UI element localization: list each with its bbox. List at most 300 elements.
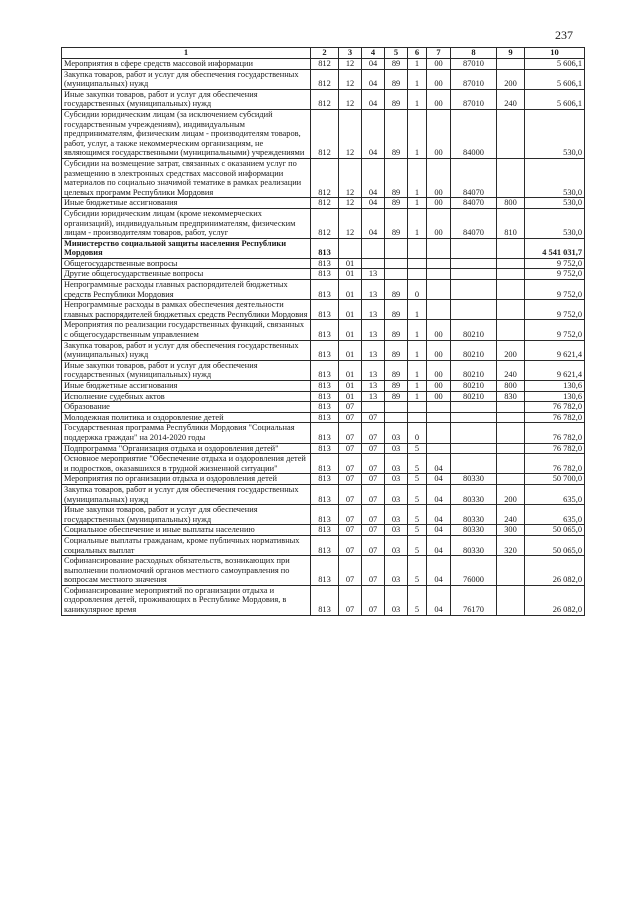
table-row (62, 484, 585, 504)
subsection-code-cell (362, 258, 385, 269)
direction-code-cell: 80210 (451, 360, 497, 380)
expense-type-cell (497, 556, 525, 586)
subsection-code-cell: 04 (362, 198, 385, 209)
ministry-code-cell: 813 (311, 585, 339, 615)
section-code-cell: 07 (339, 454, 362, 474)
section-code-cell: 12 (339, 69, 362, 89)
subprogram-code-cell: 1 (408, 391, 427, 402)
expense-type-cell (497, 443, 525, 454)
expense-name-cell: Софинансирование мероприятий по организации отдыха и оздоровления детей, проживающих в Республике Мордовия, в каникулярное время (62, 585, 311, 615)
amount-cell: 9 752,0 (525, 320, 585, 340)
subsection-code-cell: 07 (362, 505, 385, 525)
table-row (62, 402, 585, 413)
column-header: 10 (525, 48, 585, 59)
section-code-cell (339, 238, 362, 258)
program-code-cell: 89 (385, 59, 408, 70)
amount-cell: 76 782,0 (525, 412, 585, 423)
subsection-code-cell: 13 (362, 340, 385, 360)
subprogram-code-cell: 1 (408, 381, 427, 392)
expense-name-cell: Государственная программа Республики Мордовия "Социальная поддержка граждан" на 2014-2020 годы (62, 423, 311, 443)
event-code-cell: 04 (427, 505, 451, 525)
expense-name-cell: Непрограммные расходы в рамках обеспечения деятельности главных распорядителей бюджетных средств Республики Мордовия (62, 300, 311, 320)
section-code-cell: 07 (339, 556, 362, 586)
program-code-cell (385, 238, 408, 258)
program-code-cell: 89 (385, 69, 408, 89)
subsection-code-cell: 04 (362, 109, 385, 158)
direction-code-cell: 80210 (451, 320, 497, 340)
ministry-code-cell: 813 (311, 402, 339, 413)
table-row (62, 109, 585, 158)
table-row (62, 89, 585, 109)
section-code-cell: 12 (339, 208, 362, 238)
event-code-cell (427, 280, 451, 300)
expense-type-cell: 810 (497, 208, 525, 238)
subsection-code-cell: 13 (362, 360, 385, 380)
subprogram-code-cell: 1 (408, 59, 427, 70)
table-row (62, 381, 585, 392)
program-code-cell: 89 (385, 300, 408, 320)
table-row (62, 443, 585, 454)
event-code-cell (427, 443, 451, 454)
subprogram-code-cell: 1 (408, 89, 427, 109)
event-code-cell: 00 (427, 89, 451, 109)
amount-cell: 530,0 (525, 158, 585, 197)
event-code-cell: 00 (427, 381, 451, 392)
direction-code-cell: 84070 (451, 158, 497, 197)
subsection-code-cell: 07 (362, 525, 385, 536)
subsection-code-cell: 07 (362, 454, 385, 474)
event-code-cell: 00 (427, 158, 451, 197)
amount-cell: 9 752,0 (525, 258, 585, 269)
direction-code-cell (451, 269, 497, 280)
expense-name-cell: Подпрограмма "Организация отдыха и оздоровления детей" (62, 443, 311, 454)
section-code-cell: 07 (339, 484, 362, 504)
budget-table (61, 47, 585, 616)
subprogram-code-cell: 1 (408, 360, 427, 380)
amount-cell: 76 782,0 (525, 402, 585, 413)
program-code-cell (385, 269, 408, 280)
expense-type-cell (497, 320, 525, 340)
direction-code-cell (451, 280, 497, 300)
amount-cell: 635,0 (525, 505, 585, 525)
amount-cell: 9 621,4 (525, 340, 585, 360)
subprogram-code-cell: 5 (408, 484, 427, 504)
subprogram-code-cell (408, 258, 427, 269)
event-code-cell: 04 (427, 585, 451, 615)
amount-cell: 130,6 (525, 381, 585, 392)
subprogram-code-cell: 5 (408, 443, 427, 454)
section-code-cell: 12 (339, 109, 362, 158)
subsection-code-cell: 13 (362, 280, 385, 300)
direction-code-cell: 80330 (451, 535, 497, 555)
section-code-cell: 07 (339, 525, 362, 536)
expense-type-cell (497, 238, 525, 258)
program-code-cell: 03 (385, 474, 408, 485)
expense-type-cell: 240 (497, 360, 525, 380)
program-code-cell: 03 (385, 454, 408, 474)
ministry-code-cell: 813 (311, 556, 339, 586)
direction-code-cell: 84070 (451, 208, 497, 238)
direction-code-cell: 76000 (451, 556, 497, 586)
direction-code-cell: 87010 (451, 59, 497, 70)
amount-cell: 76 782,0 (525, 454, 585, 474)
ministry-code-cell: 813 (311, 269, 339, 280)
subsection-code-cell: 04 (362, 208, 385, 238)
program-code-cell (385, 412, 408, 423)
direction-code-cell: 87010 (451, 69, 497, 89)
table-row (62, 535, 585, 555)
expense-type-cell (497, 269, 525, 280)
section-code-cell: 01 (339, 258, 362, 269)
direction-code-cell (451, 402, 497, 413)
amount-cell: 76 782,0 (525, 423, 585, 443)
program-code-cell: 03 (385, 423, 408, 443)
section-code-cell: 07 (339, 423, 362, 443)
expense-name-cell: Субсидии юридическим лицам (за исключением субсидий государственным учреждениям), индивидуальным предпринимателям, физическим лицам - производителям товаров, работ, услуг, а также некоммерческим организациям, не являющимся государственными (муниципальными) учреждениями (62, 109, 311, 158)
expense-type-cell: 830 (497, 391, 525, 402)
expense-name-cell: Закупка товаров, работ и услуг для обеспечения государственных (муниципальных) нужд (62, 69, 311, 89)
expense-name-cell: Образование (62, 402, 311, 413)
section-code-cell: 07 (339, 402, 362, 413)
program-code-cell: 03 (385, 585, 408, 615)
program-code-cell: 89 (385, 280, 408, 300)
event-code-cell: 04 (427, 556, 451, 586)
table-row (62, 525, 585, 536)
direction-code-cell: 84070 (451, 198, 497, 209)
program-code-cell: 89 (385, 340, 408, 360)
table-row (62, 300, 585, 320)
expense-name-cell: Непрограммные расходы главных распорядителей бюджетных средств Республики Мордовия (62, 280, 311, 300)
subprogram-code-cell: 5 (408, 535, 427, 555)
expense-type-cell: 240 (497, 89, 525, 109)
table-row (62, 391, 585, 402)
ministry-code-cell: 813 (311, 280, 339, 300)
subsection-code-cell (362, 238, 385, 258)
amount-cell: 9 752,0 (525, 269, 585, 280)
subprogram-code-cell: 1 (408, 340, 427, 360)
ministry-code-cell: 813 (311, 484, 339, 504)
section-code-cell: 07 (339, 535, 362, 555)
table-row (62, 69, 585, 89)
column-header: 1 (62, 48, 311, 59)
subprogram-code-cell: 1 (408, 208, 427, 238)
expense-name-cell: Иные закупки товаров, работ и услуг для обеспечения государственных (муниципальных) нужд (62, 360, 311, 380)
direction-code-cell: 84000 (451, 109, 497, 158)
expense-type-cell (497, 280, 525, 300)
section-code-cell: 07 (339, 443, 362, 454)
section-code-cell: 07 (339, 412, 362, 423)
subsection-code-cell: 07 (362, 585, 385, 615)
table-row (62, 340, 585, 360)
event-code-cell: 00 (427, 340, 451, 360)
ministry-code-cell: 812 (311, 109, 339, 158)
ministry-code-cell: 813 (311, 340, 339, 360)
direction-code-cell (451, 300, 497, 320)
column-header: 6 (408, 48, 427, 59)
amount-cell: 9 752,0 (525, 300, 585, 320)
column-header: 8 (451, 48, 497, 59)
direction-code-cell: 80210 (451, 391, 497, 402)
section-code-cell: 01 (339, 340, 362, 360)
table-row (62, 208, 585, 238)
amount-cell: 5 606,1 (525, 69, 585, 89)
expense-name-cell: Иные закупки товаров, работ и услуг для обеспечения государственных (муниципальных) нужд (62, 89, 311, 109)
amount-cell: 5 606,1 (525, 59, 585, 70)
column-header: 7 (427, 48, 451, 59)
expense-name-cell: Субсидии юридическим лицам (кроме некоммерческих организаций), индивидуальным предпринимателям, физическим лицам - производителям товаров, работ, услуг (62, 208, 311, 238)
section-code-cell: 01 (339, 280, 362, 300)
direction-code-cell: 80330 (451, 484, 497, 504)
program-code-cell: 89 (385, 208, 408, 238)
program-code-cell: 03 (385, 505, 408, 525)
direction-code-cell (451, 238, 497, 258)
table-row (62, 198, 585, 209)
section-code-cell: 07 (339, 505, 362, 525)
expense-name-cell: Иные закупки товаров, работ и услуг для обеспечения государственных (муниципальных) нужд (62, 505, 311, 525)
column-header: 5 (385, 48, 408, 59)
event-code-cell: 04 (427, 474, 451, 485)
subsection-code-cell: 07 (362, 474, 385, 485)
program-code-cell (385, 258, 408, 269)
direction-code-cell (451, 443, 497, 454)
direction-code-cell (451, 454, 497, 474)
direction-code-cell: 80330 (451, 474, 497, 485)
expense-type-cell: 300 (497, 525, 525, 536)
direction-code-cell: 80210 (451, 340, 497, 360)
expense-type-cell (497, 474, 525, 485)
expense-name-cell: Мероприятия по организации отдыха и оздоровления детей (62, 474, 311, 485)
table-row (62, 258, 585, 269)
expense-name-cell: Молодежная политика и оздоровление детей (62, 412, 311, 423)
section-code-cell: 12 (339, 59, 362, 70)
direction-code-cell (451, 258, 497, 269)
subprogram-code-cell: 5 (408, 474, 427, 485)
subsection-code-cell: 13 (362, 320, 385, 340)
expense-type-cell (497, 158, 525, 197)
subsection-code-cell: 04 (362, 59, 385, 70)
expense-type-cell: 200 (497, 69, 525, 89)
table-row (62, 280, 585, 300)
expense-name-cell: Мероприятия по реализации государственных функций, связанных с общегосударственным управлением (62, 320, 311, 340)
subsection-code-cell: 04 (362, 158, 385, 197)
direction-code-cell: 76170 (451, 585, 497, 615)
expense-name-cell: Другие общегосударственные вопросы (62, 269, 311, 280)
expense-type-cell (497, 300, 525, 320)
amount-cell: 76 782,0 (525, 443, 585, 454)
subprogram-code-cell: 0 (408, 423, 427, 443)
ministry-code-cell: 812 (311, 69, 339, 89)
table-row (62, 474, 585, 485)
ministry-code-cell: 813 (311, 412, 339, 423)
section-code-cell: 12 (339, 198, 362, 209)
subprogram-code-cell: 5 (408, 505, 427, 525)
ministry-code-cell: 813 (311, 454, 339, 474)
event-code-cell: 00 (427, 109, 451, 158)
table-row (62, 158, 585, 197)
subprogram-code-cell (408, 402, 427, 413)
column-header: 3 (339, 48, 362, 59)
event-code-cell: 00 (427, 391, 451, 402)
ministry-code-cell: 812 (311, 89, 339, 109)
subprogram-code-cell: 1 (408, 198, 427, 209)
subsection-code-cell: 13 (362, 381, 385, 392)
column-header: 4 (362, 48, 385, 59)
event-code-cell: 00 (427, 360, 451, 380)
ministry-code-cell: 813 (311, 535, 339, 555)
ministry-code-cell: 813 (311, 258, 339, 269)
table-body (62, 59, 585, 616)
expense-name-cell: Социальные выплаты гражданам, кроме публичных нормативных социальных выплат (62, 535, 311, 555)
ministry-code-cell: 813 (311, 360, 339, 380)
expense-type-cell: 240 (497, 505, 525, 525)
program-code-cell: 89 (385, 391, 408, 402)
subprogram-code-cell (408, 238, 427, 258)
subsection-code-cell (362, 402, 385, 413)
subprogram-code-cell: 1 (408, 158, 427, 197)
table-row (62, 585, 585, 615)
subprogram-code-cell: 1 (408, 69, 427, 89)
expense-type-cell (497, 585, 525, 615)
table-row (62, 360, 585, 380)
amount-cell: 50 065,0 (525, 525, 585, 536)
expense-type-cell (497, 59, 525, 70)
table-row (62, 269, 585, 280)
expense-type-cell: 320 (497, 535, 525, 555)
program-code-cell: 03 (385, 484, 408, 504)
subsection-code-cell: 07 (362, 443, 385, 454)
subprogram-code-cell (408, 412, 427, 423)
ministry-code-cell: 813 (311, 300, 339, 320)
subsection-code-cell: 07 (362, 484, 385, 504)
direction-code-cell: 80330 (451, 525, 497, 536)
program-code-cell: 89 (385, 320, 408, 340)
expense-name-cell: Закупка товаров, работ и услуг для обеспечения государственных (муниципальных) нужд (62, 340, 311, 360)
table-row (62, 423, 585, 443)
column-header: 2 (311, 48, 339, 59)
subsection-code-cell: 04 (362, 89, 385, 109)
event-code-cell: 00 (427, 59, 451, 70)
program-code-cell: 03 (385, 443, 408, 454)
table-row (62, 454, 585, 474)
expense-name-cell: Основное мероприятие "Обеспечение отдыха и оздоровления детей и подростков, оказавшихся в трудной жизненной ситуации" (62, 454, 311, 474)
expense-type-cell: 200 (497, 340, 525, 360)
table-row (62, 412, 585, 423)
subsection-code-cell: 07 (362, 412, 385, 423)
expense-name-cell: Иные бюджетные ассигнования (62, 381, 311, 392)
table-row (62, 505, 585, 525)
program-code-cell: 03 (385, 535, 408, 555)
amount-cell: 130,6 (525, 391, 585, 402)
expense-name-cell: Исполнение судебных актов (62, 391, 311, 402)
column-header: 9 (497, 48, 525, 59)
section-code-cell: 07 (339, 474, 362, 485)
ministry-code-cell: 813 (311, 381, 339, 392)
table-row (62, 238, 585, 258)
expense-name-cell: Социальное обеспечение и иные выплаты населению (62, 525, 311, 536)
ministry-code-cell: 813 (311, 443, 339, 454)
event-code-cell: 00 (427, 208, 451, 238)
subsection-code-cell: 13 (362, 269, 385, 280)
direction-code-cell (451, 412, 497, 423)
ministry-code-cell: 813 (311, 474, 339, 485)
program-code-cell: 89 (385, 109, 408, 158)
program-code-cell: 03 (385, 556, 408, 586)
amount-cell: 5 606,1 (525, 89, 585, 109)
expense-type-cell (497, 412, 525, 423)
section-code-cell: 01 (339, 320, 362, 340)
amount-cell: 9 621,4 (525, 360, 585, 380)
event-code-cell (427, 269, 451, 280)
program-code-cell: 89 (385, 158, 408, 197)
event-code-cell (427, 412, 451, 423)
amount-cell: 530,0 (525, 109, 585, 158)
ministry-code-cell: 813 (311, 391, 339, 402)
direction-code-cell: 87010 (451, 89, 497, 109)
section-code-cell: 01 (339, 360, 362, 380)
expense-name-cell: Министерство социальной защиты населения Республики Мордовия (62, 238, 311, 258)
section-code-cell: 01 (339, 300, 362, 320)
page-number: 237 (555, 28, 573, 42)
subsection-code-cell: 13 (362, 391, 385, 402)
direction-code-cell: 80330 (451, 505, 497, 525)
expense-type-cell (497, 423, 525, 443)
amount-cell: 4 541 031,7 (525, 238, 585, 258)
section-code-cell: 07 (339, 585, 362, 615)
subsection-code-cell: 07 (362, 423, 385, 443)
event-code-cell (427, 238, 451, 258)
expense-type-cell (497, 258, 525, 269)
table-row (62, 556, 585, 586)
section-code-cell: 12 (339, 89, 362, 109)
expense-name-cell: Закупка товаров, работ и услуг для обеспечения государственных (муниципальных) нужд (62, 484, 311, 504)
column-number-row (62, 48, 585, 59)
subprogram-code-cell: 5 (408, 454, 427, 474)
section-code-cell: 12 (339, 158, 362, 197)
expense-type-cell (497, 454, 525, 474)
amount-cell: 530,0 (525, 198, 585, 209)
ministry-code-cell: 813 (311, 238, 339, 258)
expense-type-cell (497, 402, 525, 413)
expense-name-cell: Мероприятия в сфере средств массовой информации (62, 59, 311, 70)
subsection-code-cell: 13 (362, 300, 385, 320)
table-row (62, 59, 585, 70)
event-code-cell (427, 258, 451, 269)
program-code-cell: 03 (385, 525, 408, 536)
program-code-cell: 89 (385, 381, 408, 392)
section-code-cell: 01 (339, 269, 362, 280)
ministry-code-cell: 813 (311, 505, 339, 525)
ministry-code-cell: 812 (311, 198, 339, 209)
subsection-code-cell: 07 (362, 556, 385, 586)
ministry-code-cell: 813 (311, 320, 339, 340)
subprogram-code-cell: 5 (408, 585, 427, 615)
event-code-cell: 04 (427, 484, 451, 504)
expense-name-cell: Софинансирование расходных обязательств, возникающих при выполнении полномочий органов местного самоуправления по вопросам местного значения (62, 556, 311, 586)
expense-name-cell: Общегосударственные вопросы (62, 258, 311, 269)
subprogram-code-cell: 1 (408, 109, 427, 158)
event-code-cell: 00 (427, 198, 451, 209)
event-code-cell: 04 (427, 535, 451, 555)
ministry-code-cell: 813 (311, 423, 339, 443)
amount-cell: 530,0 (525, 208, 585, 238)
event-code-cell: 00 (427, 320, 451, 340)
table-row (62, 320, 585, 340)
subsection-code-cell: 04 (362, 69, 385, 89)
amount-cell: 26 082,0 (525, 585, 585, 615)
amount-cell: 50 700,0 (525, 474, 585, 485)
ministry-code-cell: 812 (311, 158, 339, 197)
event-code-cell (427, 402, 451, 413)
